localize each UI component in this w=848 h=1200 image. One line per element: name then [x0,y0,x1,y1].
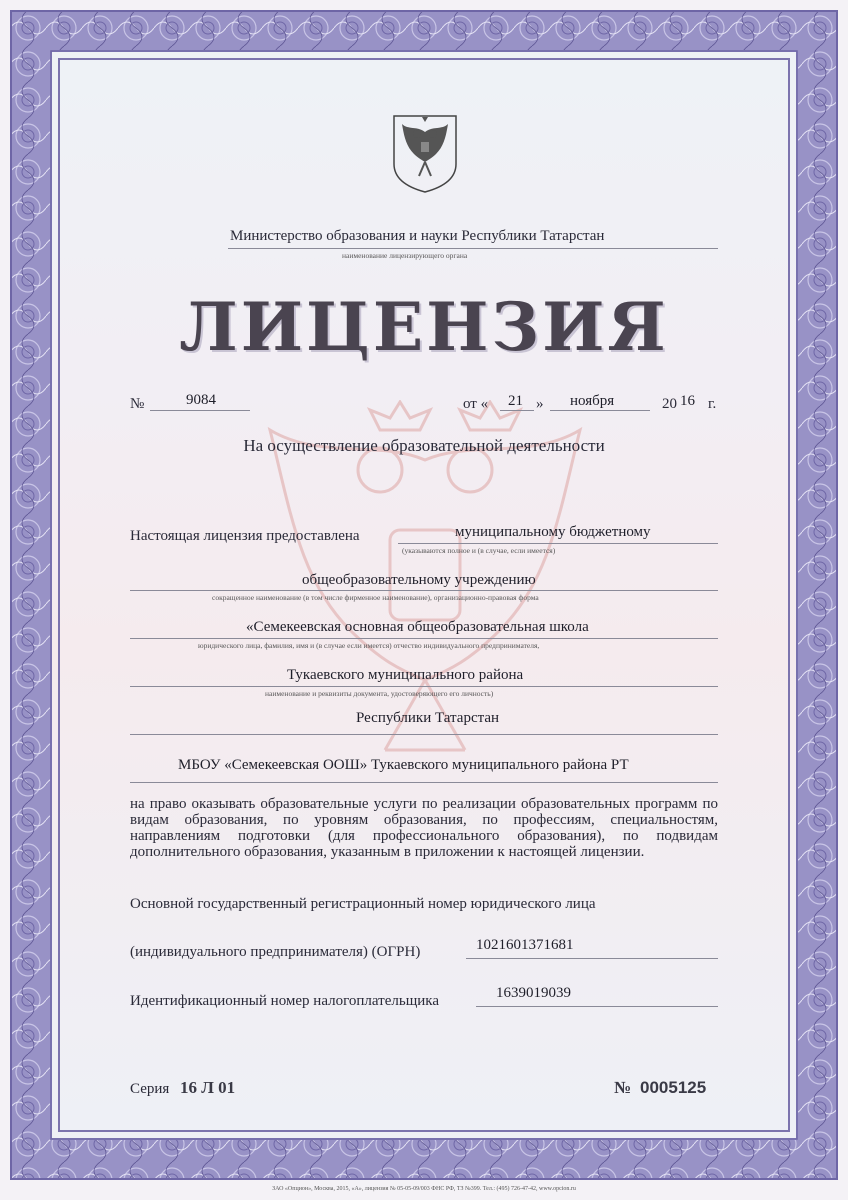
licensee-caption-1: (указываются полное и (в случае, если имеется) [402,546,556,555]
authority-underline [228,248,718,249]
printer-footer: ЗАО «Опцион», Москва, 2015, «А», лицензия № 05-05-09/003 ФНС РФ, ТЗ №399. Тел.: (495) 726-47-42, www.opcion.ru [272,1186,576,1192]
licensee-caption-2: сокращенное наименование (в том числе фирменное наименование), организационно-правовая форма [212,593,539,602]
ogrn-label-1: Основной государственный регистрационный номер юридического лица [130,896,596,912]
inn-value: 1639019039 [496,985,571,1001]
licensee-caption-4: наименование и реквизиты документа, удостоверяющего его личность) [265,689,494,698]
licensee-short-name: МБОУ «Семекеевская ООШ» Тукаевского муниципального района РТ [178,757,629,773]
licensee-line-4: Тукаевского муниципального района [287,667,524,683]
ogrn-label-2: (индивидуального предпринимателя) (ОГРН) [130,944,421,960]
date-close-quote: » [536,396,544,412]
licensee-underline-1 [398,543,718,544]
year-suffix: 16 [680,393,695,409]
ogrn-value: 1021601371681 [476,937,574,953]
license-purpose: На осуществление образовательной деятельности [243,436,605,455]
date-month: ноября [570,393,615,409]
number-underline [150,410,250,411]
series-value: 16 Л 01 [180,1078,236,1097]
licensee-line-2: общеобразовательному учреждению [302,572,536,588]
licensee-line-1: муниципальному бюджетному [455,524,651,540]
rights-text: на право оказывать образовательные услуги по реализации образовательных программ по видам образования, по уровням образования, по профессиям, специальностям, направлениям подготовки (для профессионального образования), по подвидам дополнительного образования, указанным в приложении к настоящей лицензии. [130,796,718,860]
inn-underline [476,1006,718,1007]
ogrn-underline [466,958,718,959]
issuing-authority: Министерство образования и науки Республики Татарстан [230,228,605,244]
licensee-line-3: «Семекеевская основная общеобразовательная школа [246,619,589,635]
licensee-underline-5 [130,734,718,735]
licensee-caption-3: юридического лица, фамилия, имя и (в случае если имеется) отчество индивидуального предпринимателя, [198,641,540,650]
licensee-underline-3 [130,638,718,639]
license-number: 9084 [186,392,216,408]
blank-number-value: 0005125 [640,1078,707,1097]
inn-label: Идентификационный номер налогоплательщика [130,993,440,1009]
licensee-line-5: Республики Татарстан [356,710,500,726]
document-title: ЛИЦЕНЗИЯ [179,288,669,366]
date-from-label: от « [463,396,489,412]
granted-label: Настоящая лицензия предоставлена [130,528,360,544]
date-day: 21 [508,393,523,409]
month-underline [550,410,650,411]
series-label: Серия [130,1081,170,1097]
year-prefix: 20 [662,396,677,412]
licensee-underline-2 [130,590,718,591]
number-label: № [130,396,145,412]
authority-caption: наименование лицензирующего органа [342,251,468,260]
day-underline [500,410,534,411]
blank-number-label: № [614,1078,632,1097]
year-label: г. [708,396,717,412]
short-name-underline [130,782,718,783]
licensee-underline-4 [130,686,718,687]
coat-of-arms-icon [390,112,460,194]
